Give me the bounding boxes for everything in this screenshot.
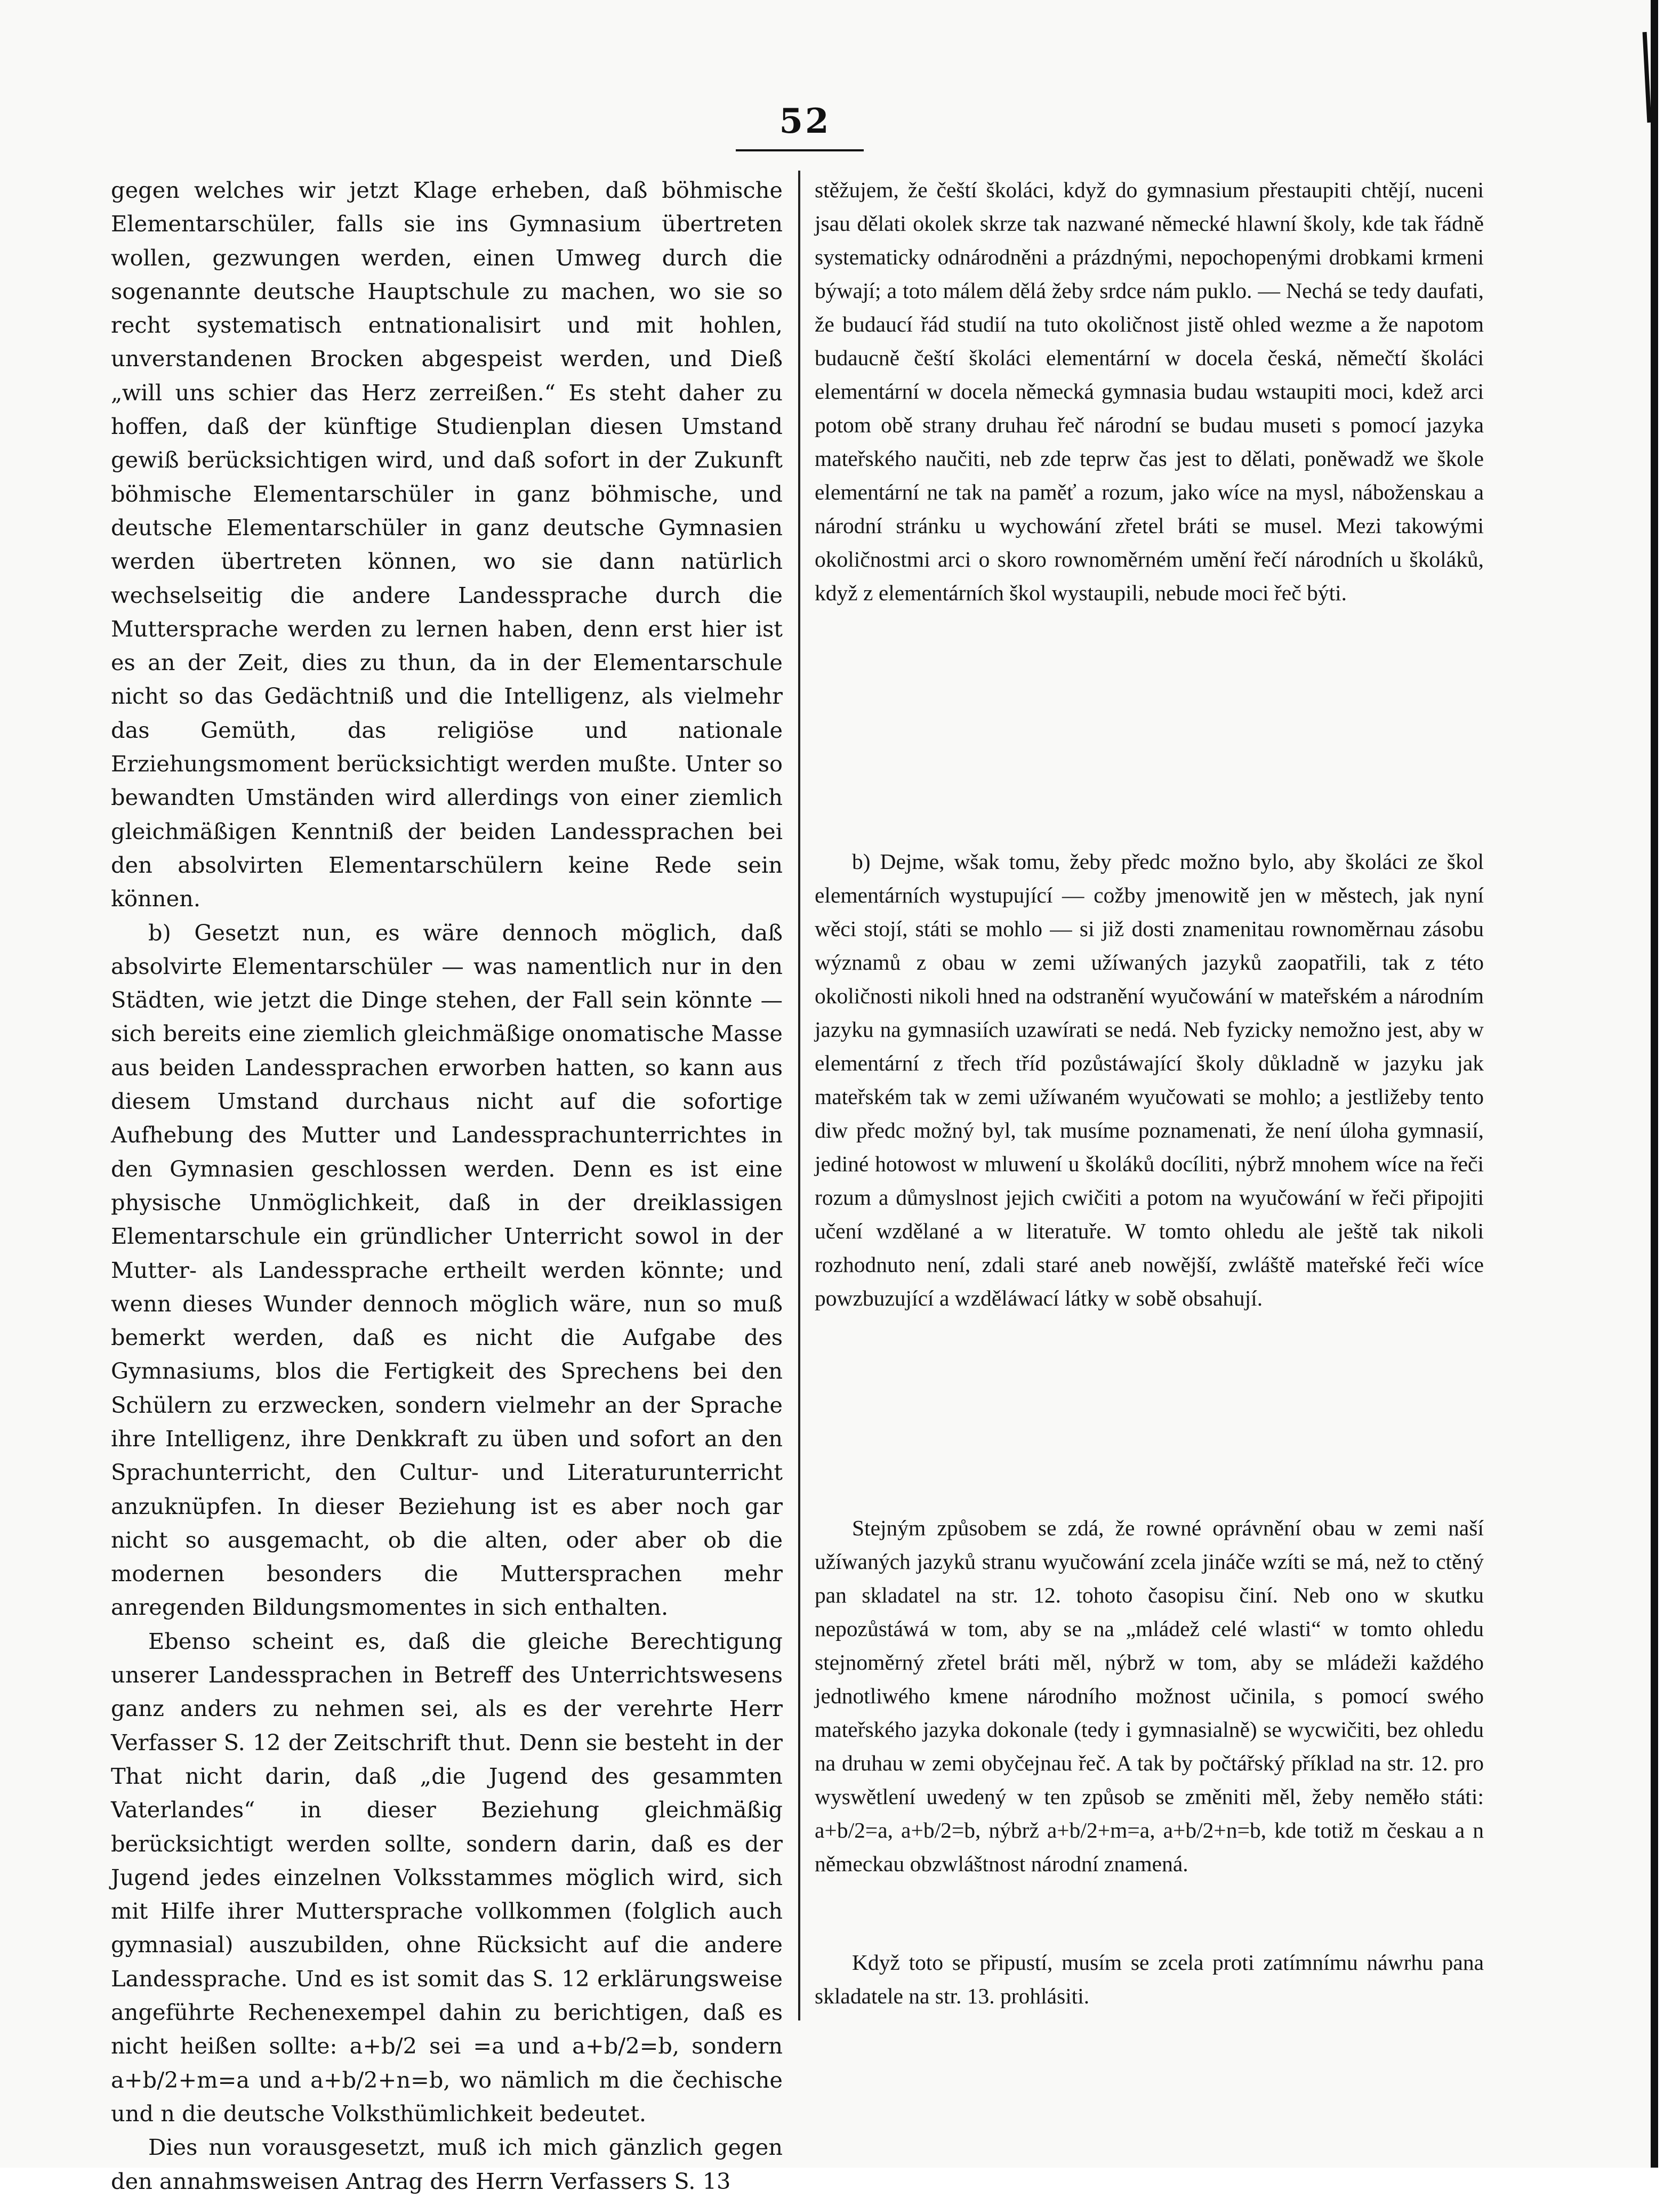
left-paragraph-4: Dies nun vorausgesetzt, muß ich mich gänzlich gegen den annahmsweisen Antrag des Herrn Verfassers S. 13 bbox=[111, 2134, 783, 2194]
right-column-czech-block-1 bbox=[815, 173, 1484, 610]
left-paragraph-1: gegen welches wir jetzt Klage erheben, daß böhmische Elementarschüler, falls sie ins Gymnasium übertreten wollen, gezwungen werden, einen Umweg durch die sogenannte deutsche Hauptschule zu machen, wo sie so recht systematisch entnationalisirt und mit hohlen, unverstandenen Brocken abgespeist werden, und Dieß „will uns schier das Herz zerreißen.“ Es steht daher zu hoffen, daß der künftige Studienplan diesen Umstand gewiß berücksichtigen wird, und daß sofort in der Zukunft böhmische Elementarschüler in ganz böhmische, und deutsche Elementarschüler in ganz deutsche Gymnasien werden übertreten können, wo sie dann natürlich wechselseitig die andere Landessprache durch die Muttersprache werden zu lernen haben, denn erst hier ist es an der Zeit, dies zu thun, da in der Elementarschule nicht so das Gedächtniß und die Intelligenz, als vielmehr das Gemüth, das religiöse und nationale Erziehungsmoment berücksichtigt werden mußte. Unter so bewandten Umständen wird allerdings von einer ziemlich gleichmäßigen Kenntniß der beiden Landessprachen bei den absolvirten Elementarschülern keine Rede sein können. bbox=[111, 177, 783, 912]
page-number-rule bbox=[736, 149, 864, 151]
column-divider bbox=[798, 171, 800, 2020]
right-column-czech-block-4 bbox=[815, 1946, 1484, 2013]
right-column-czech-block-3 bbox=[815, 1511, 1484, 1881]
left-paragraph-2: b) Gesetzt nun, es wäre dennoch möglich, daß absolvirte Elementarschüler — was namentlich nur in den Städten, wie jetzt die Dinge stehen, der Fall sein könnte — sich bereits eine ziemlich gleichmäßige onomatische Masse aus beiden Landessprachen erworben hatten, so kann aus diesem Umstand durchaus nicht auf die sofortige Aufhebung des Mutter und Landessprachunterrichtes in den Gymnasien geschlossen werden. Denn es ist eine physische Unmöglichkeit, daß in der dreiklassigen Elementarschule ein gründlicher Unterricht sowol in der Mutter- als Landessprache ertheilt werden könnte; und wenn dieses Wunder dennoch möglich wäre, nun so muß bemerkt werden, daß es nicht die Aufgabe des Gymnasiums, blos die Fertigkeit des Sprechens bei den Schülern zu erzwecken, sondern vielmehr an der Sprache ihre Intelligenz, ihre Denkkraft zu üben und sofort an den Sprachunterricht, den Cultur- und Literaturunterricht anzuknüpfen. In dieser Beziehung ist es aber noch gar nicht so ausgemacht, ob die alten, oder aber ob die modernen besonders die Muttersprachen mehr anregenden Bildungsmomentes in sich enthalten. bbox=[111, 919, 783, 1621]
page-number: 52 bbox=[779, 101, 831, 141]
left-column-german bbox=[111, 173, 783, 2198]
right-paragraph-3: Stejným způsobem se zdá, že rowné oprávnění obau w zemi naší užíwaných jazyků stranu wyučowání zcela jináče wzíti se má, než to ctěný pan skladatel na str. 12. tohoto časopisu činí. Neb ono w skutku nepozůstáwá w tom, aby se na „mládež celé wlasti“ w tomto ohledu stejnoměrný zřetel bráti měl, nýbrž w tom, aby se mládeži každého jednotliwého kmene národního možnost učinila, s pomocí swého mateřského jazyka dokonale (tedy i gymnasialně) se wycwičiti, bez ohledu na druhau w zemi obyčejnau řeč. A tak by počtářský příklad na str. 12. pro wyswětlení uwedený w ten způsob se změniti měl, žeby neměło státi: a+b/2=a, a+b/2=b, nýbrž a+b/2+m=a, a+b/2+n=b, kde totiž m českau a n německau obzwláštnost národní znamená. bbox=[815, 1516, 1484, 1876]
left-paragraph-3: Ebenso scheint es, daß die gleiche Berechtigung unserer Landessprachen in Betreff des Unterrichtswesens ganz anders zu nehmen sei, als es der verehrte Herr Verfasser S. 12 der Zeitschrift thut. Denn sie besteht in der That nicht darin, daß „die Jugend des gesammten Vaterlandes“ in dieser Beziehung gleichmäßig berücksichtigt werden sollte, sondern darin, daß es der Jugend jedes einzelnen Volksstammes möglich wird, sich mit Hilfe ihrer Muttersprache vollkommen (folglich auch gymnasial) auszubilden, ohne Rücksicht auf die andere Landessprache. Und es ist somit das S. 12 erklärungsweise angeführte Rechenexempel dahin zu berichtigen, daß es nicht heißen sollte: a+b/2 sei =a und a+b/2=b, sondern a+b/2+m=a und a+b/2+n=b, wo nämlich m die čechische und n die deutsche Volksthümlichkeit bedeutet. bbox=[111, 1628, 783, 2127]
right-paragraph-4: Když toto se připustí, musím se zcela proti zatímnímu náwrhu pana skladatele na str. 13. prohlásiti. bbox=[815, 1950, 1484, 2008]
binding-mark bbox=[1643, 32, 1652, 123]
right-column-czech-block-2 bbox=[815, 845, 1484, 1315]
right-paragraph-1: stěžujem, že čeští školáci, když do gymnasium přestaupiti chtějí, nuceni jsau dělati okolek skrze tak nazwané německé hlawní školy, kde tak řádně systematicky odnárodněni a prázdnými, nepochopenými drobkami krmeni býwají; a toto málem dělá žeby srdce nám puklo. — Nechá se tedy daufati, že budaucí řád studií na tuto okoličnost jistě ohled wezme a že napotom budaucně čeští školáci elementární w docela česká, němečtí školáci elementární w docela německá gymnasia budau wstaupiti moci, kdež arci potom obě strany druhau řeč národní se budau museti s pomocí jazyka mateřského naučiti, neb zde teprw čas jest to dělati, poněwadž we škole elementární ne tak na paměť a rozum, jako wíce na mysl, náboženskau a národní stránku u wychowání zřetel bráti se musel. Mezi takowými okoličnostmi arci o skoro rownoměrném umění řečí národních u školáků, když z elementárních škol wystaupili, nebude moci řeč býti. bbox=[815, 178, 1484, 605]
right-paragraph-2: b) Dejme, wšak tomu, žeby předc možno bylo, aby školáci ze škol elementárních wystupující — cožby jmenowitě jen w městech, jak nyní wěci stojí, státi se mohlo — si již dosti znamenitau rownoměrnau zásobu wýznamů z obau w zemi užíwaných jazyků zaopatřili, tak z této okoličnosti nikoli hned na odstranění wyučowání w mateřském a národním jazyku na gymnasiích uzawírati se nedá. Neb fyzicky nemožno jest, aby w elementární z třech tříd pozůstáwající školy důkladně w jazyku jak mateřském tak w zemi užíwaném wyučowati se mohlo; a jestližeby tento diw předc možný byl, tak musíme poznamenati, že není úloha gymnasií, jediné hotowost w mluwení u školáků docíliti, nýbrž mnohem wíce na řeči rozum a důmyslnost jejich cwičiti a potom na wyučowání w řeči připojiti učení wzdělané a w literatuře. W tomto ohledu ale ještě tak nikoli rozhodnuto není, zdali staré aneb nowější, zwláště mateřské řeči wíce powzbuzující a wzděláwací látky w sobě obsahují. bbox=[815, 849, 1484, 1310]
